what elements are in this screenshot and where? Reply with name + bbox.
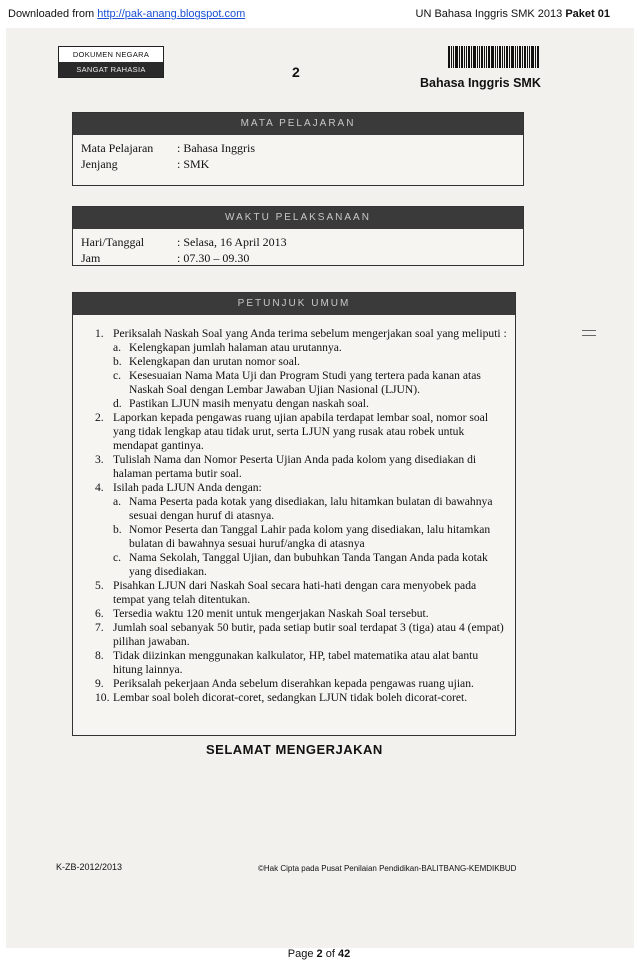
instruction-item bbox=[95, 481, 509, 579]
barcode-bar bbox=[511, 46, 514, 68]
barcode-bar bbox=[468, 46, 470, 68]
barcode-bar bbox=[504, 46, 505, 68]
instruction-subitem bbox=[113, 397, 509, 411]
page-counter bbox=[0, 948, 638, 960]
subitem-letter: a. bbox=[113, 341, 122, 354]
document-title bbox=[416, 8, 610, 20]
instruction-number: 7. bbox=[95, 621, 104, 634]
document-code: K-ZB-2012/2013 bbox=[56, 862, 123, 872]
instruction-item bbox=[95, 677, 509, 691]
barcode-bar bbox=[466, 46, 467, 68]
barcode-bar bbox=[517, 46, 518, 68]
barcode-bar bbox=[495, 46, 496, 68]
pager-prefix: Page bbox=[287, 948, 317, 960]
schedule-box-header: WAKTU PELAKSANAAN bbox=[73, 207, 523, 229]
subitem-text: Nomor Peserta dan Tanggal Lahir pada kolom yang disediakan, lalu hitamkan bulatan di bawahnya sesuai huruf/angka di atasnya bbox=[129, 523, 491, 550]
barcode-bar bbox=[531, 46, 534, 68]
instruction-text: Isilah pada LJUN Anda dengan: bbox=[113, 481, 262, 494]
barcode-bar bbox=[486, 46, 487, 68]
subitem-letter: b. bbox=[113, 523, 122, 536]
pager-middle: of bbox=[322, 948, 338, 960]
row-value: : Bahasa Inggris bbox=[177, 141, 255, 155]
instruction-item bbox=[95, 607, 509, 621]
instruction-item bbox=[95, 411, 509, 453]
row-key: Jenjang bbox=[81, 157, 118, 171]
instruction-number: 9. bbox=[95, 677, 104, 690]
barcode-bar bbox=[479, 46, 480, 68]
barcode-icon bbox=[448, 46, 550, 68]
row-key: Hari/Tanggal bbox=[81, 235, 145, 249]
instruction-number: 4. bbox=[95, 481, 104, 494]
subitem-letter: d. bbox=[113, 397, 122, 410]
instruction-number: 2. bbox=[95, 411, 104, 424]
barcode-bar bbox=[535, 46, 536, 68]
barcode-bar bbox=[491, 46, 494, 68]
barcode-bar bbox=[471, 46, 472, 68]
barcode-bar bbox=[527, 46, 528, 68]
schedule-box bbox=[72, 206, 524, 266]
barcode-bar bbox=[453, 46, 454, 68]
doc-title-text: UN Bahasa Inggris SMK 2013 bbox=[415, 8, 566, 20]
subitem-text: Nama Peserta pada kotak yang disediakan, lalu hitamkan bulatan di bawahnya sesuai dengan huruf di atasnya. bbox=[129, 495, 493, 522]
subject-box-header: MATA PELAJARAN bbox=[73, 113, 523, 135]
instruction-sublist bbox=[113, 495, 509, 579]
barcode-bar bbox=[455, 46, 458, 68]
instruction-sublist bbox=[113, 341, 509, 411]
subitem-letter: a. bbox=[113, 495, 122, 508]
level-row bbox=[73, 156, 523, 172]
download-source bbox=[8, 8, 245, 20]
instruction-item bbox=[95, 579, 509, 607]
row-value: : Selasa, 16 April 2013 bbox=[177, 235, 287, 249]
instruction-item bbox=[95, 649, 509, 677]
instruction-text: Periksalah pekerjaan Anda sebelum diserahkan kepada pengawas ruang ujian. bbox=[113, 677, 474, 690]
barcode-bar bbox=[509, 46, 510, 68]
subitem-text: Kelengkapan jumlah halaman atau urutannya. bbox=[129, 341, 342, 354]
classification-stamp bbox=[58, 46, 164, 78]
instruction-text: Laporkan kepada pengawas ruang ujian apabila terdapat lembar soal, nomor soal yang tidak lengkap atau tidak urut, serta LJUN yang rusak atau robek untuk mendapat gantinya. bbox=[113, 411, 489, 452]
barcode-bar bbox=[524, 46, 526, 68]
barcode-bar bbox=[499, 46, 501, 68]
row-value: : 07.30 – 09.30 bbox=[177, 251, 250, 265]
pager-current: 2 bbox=[316, 948, 323, 960]
margin-mark bbox=[582, 330, 596, 336]
barcode-bar bbox=[484, 46, 485, 68]
instruction-item bbox=[95, 327, 509, 411]
instructions-list bbox=[73, 315, 515, 705]
blog-link[interactable]: http://pak-anang.blogspot.com bbox=[97, 8, 246, 20]
instruction-text: Periksalah Naskah Soal yang Anda terima sebelum mengerjakan soal yang meliputi : bbox=[113, 327, 507, 340]
subject-heading: Bahasa Inggris SMK bbox=[420, 76, 541, 90]
barcode-bar bbox=[515, 46, 516, 68]
date-row bbox=[73, 234, 523, 250]
barcode-bar bbox=[477, 46, 478, 68]
subitem-text: Nama Sekolah, Tanggal Ujian, dan bubuhkan Tanda Tangan Anda pada kotak yang disediakan. bbox=[129, 551, 488, 578]
subject-row bbox=[73, 140, 523, 156]
instruction-subitem bbox=[113, 551, 509, 579]
instruction-subitem bbox=[113, 495, 509, 523]
subitem-text: Pastikan LJUN masih menyatu dengan naskah soal. bbox=[129, 397, 369, 410]
printed-page-number: 2 bbox=[292, 64, 300, 80]
barcode-bar bbox=[451, 46, 452, 68]
instruction-item bbox=[95, 691, 509, 705]
instructions-header: PETUNJUK UMUM bbox=[73, 293, 515, 315]
instruction-subitem bbox=[113, 523, 509, 551]
instruction-text: Tulislah Nama dan Nomor Peserta Ujian Anda pada kolom yang disediakan di halaman pertama butir soal. bbox=[113, 453, 477, 480]
barcode-bar bbox=[481, 46, 483, 68]
time-row bbox=[73, 250, 523, 266]
instruction-text: Tidak diizinkan menggunakan kalkulator, HP, tabel matematika atau alat bantu hitung lainnya. bbox=[113, 649, 479, 676]
copyright-notice: ©Hak Cipta pada Pusat Penilaian Pendidikan-BALITBANG-KEMDIKBUD bbox=[258, 864, 517, 873]
barcode-bar bbox=[448, 46, 450, 68]
instruction-subitem bbox=[113, 341, 509, 355]
instruction-number: 10. bbox=[95, 691, 110, 704]
subject-box bbox=[72, 112, 524, 186]
instruction-text: Pisahkan LJUN dari Naskah Soal secara hati-hati dengan cara menyobek pada tempat yang telah ditentukan. bbox=[113, 579, 477, 606]
barcode-bar bbox=[461, 46, 463, 68]
instruction-subitem bbox=[113, 369, 509, 397]
barcode-bar bbox=[473, 46, 476, 68]
instruction-number: 1. bbox=[95, 327, 104, 340]
instruction-subitem bbox=[113, 355, 509, 369]
download-bar bbox=[0, 0, 638, 26]
barcode-bar bbox=[488, 46, 490, 68]
instruction-text: Tersedia waktu 120 menit untuk mengerjakan Naskah Soal tersebut. bbox=[113, 607, 429, 620]
instruction-number: 8. bbox=[95, 649, 104, 662]
row-key: Jam bbox=[81, 251, 101, 265]
row-value: : SMK bbox=[177, 157, 210, 171]
doc-packet: Paket 01 bbox=[565, 8, 610, 20]
barcode-bar bbox=[529, 46, 530, 68]
barcode-bar bbox=[537, 46, 539, 68]
stamp-line-2: SANGAT RAHASIA bbox=[59, 62, 163, 77]
subitem-text: Kelengkapan dan urutan nomor soal. bbox=[129, 355, 300, 368]
instruction-text: Jumlah soal sebanyak 50 butir, pada setiap butir soal terdapat 3 (tiga) atau 4 (empat) pilihan jawaban. bbox=[113, 621, 504, 648]
general-instructions-box bbox=[72, 292, 516, 736]
subitem-text: Kesesuaian Nama Mata Uji dan Program Studi yang tertera pada kanan atas Naskah Soal dengan Lembar Jawaban Ujian Nasional (LJUN). bbox=[129, 369, 481, 396]
barcode-bar bbox=[459, 46, 460, 68]
subitem-letter: c. bbox=[113, 369, 122, 382]
instruction-item bbox=[95, 621, 509, 649]
barcode-bar bbox=[497, 46, 498, 68]
closing-message: SELAMAT MENGERJAKAN bbox=[206, 742, 383, 757]
barcode-bar bbox=[506, 46, 508, 68]
barcode-bar bbox=[502, 46, 503, 68]
row-key: Mata Pelajaran bbox=[81, 141, 154, 155]
instruction-number: 6. bbox=[95, 607, 104, 620]
instruction-item bbox=[95, 453, 509, 481]
instruction-number: 3. bbox=[95, 453, 104, 466]
subitem-letter: b. bbox=[113, 355, 122, 368]
barcode-bar bbox=[522, 46, 523, 68]
subitem-letter: c. bbox=[113, 551, 122, 564]
download-prefix: Downloaded from bbox=[8, 8, 98, 20]
stamp-line-1: DOKUMEN NEGARA bbox=[59, 47, 163, 62]
barcode-bar bbox=[464, 46, 465, 68]
pager-total: 42 bbox=[337, 948, 351, 960]
instruction-number: 5. bbox=[95, 579, 104, 592]
barcode-bar bbox=[519, 46, 521, 68]
instruction-text: Lembar soal boleh dicorat-coret, sedangkan LJUN tidak boleh dicorat-coret. bbox=[113, 691, 468, 704]
